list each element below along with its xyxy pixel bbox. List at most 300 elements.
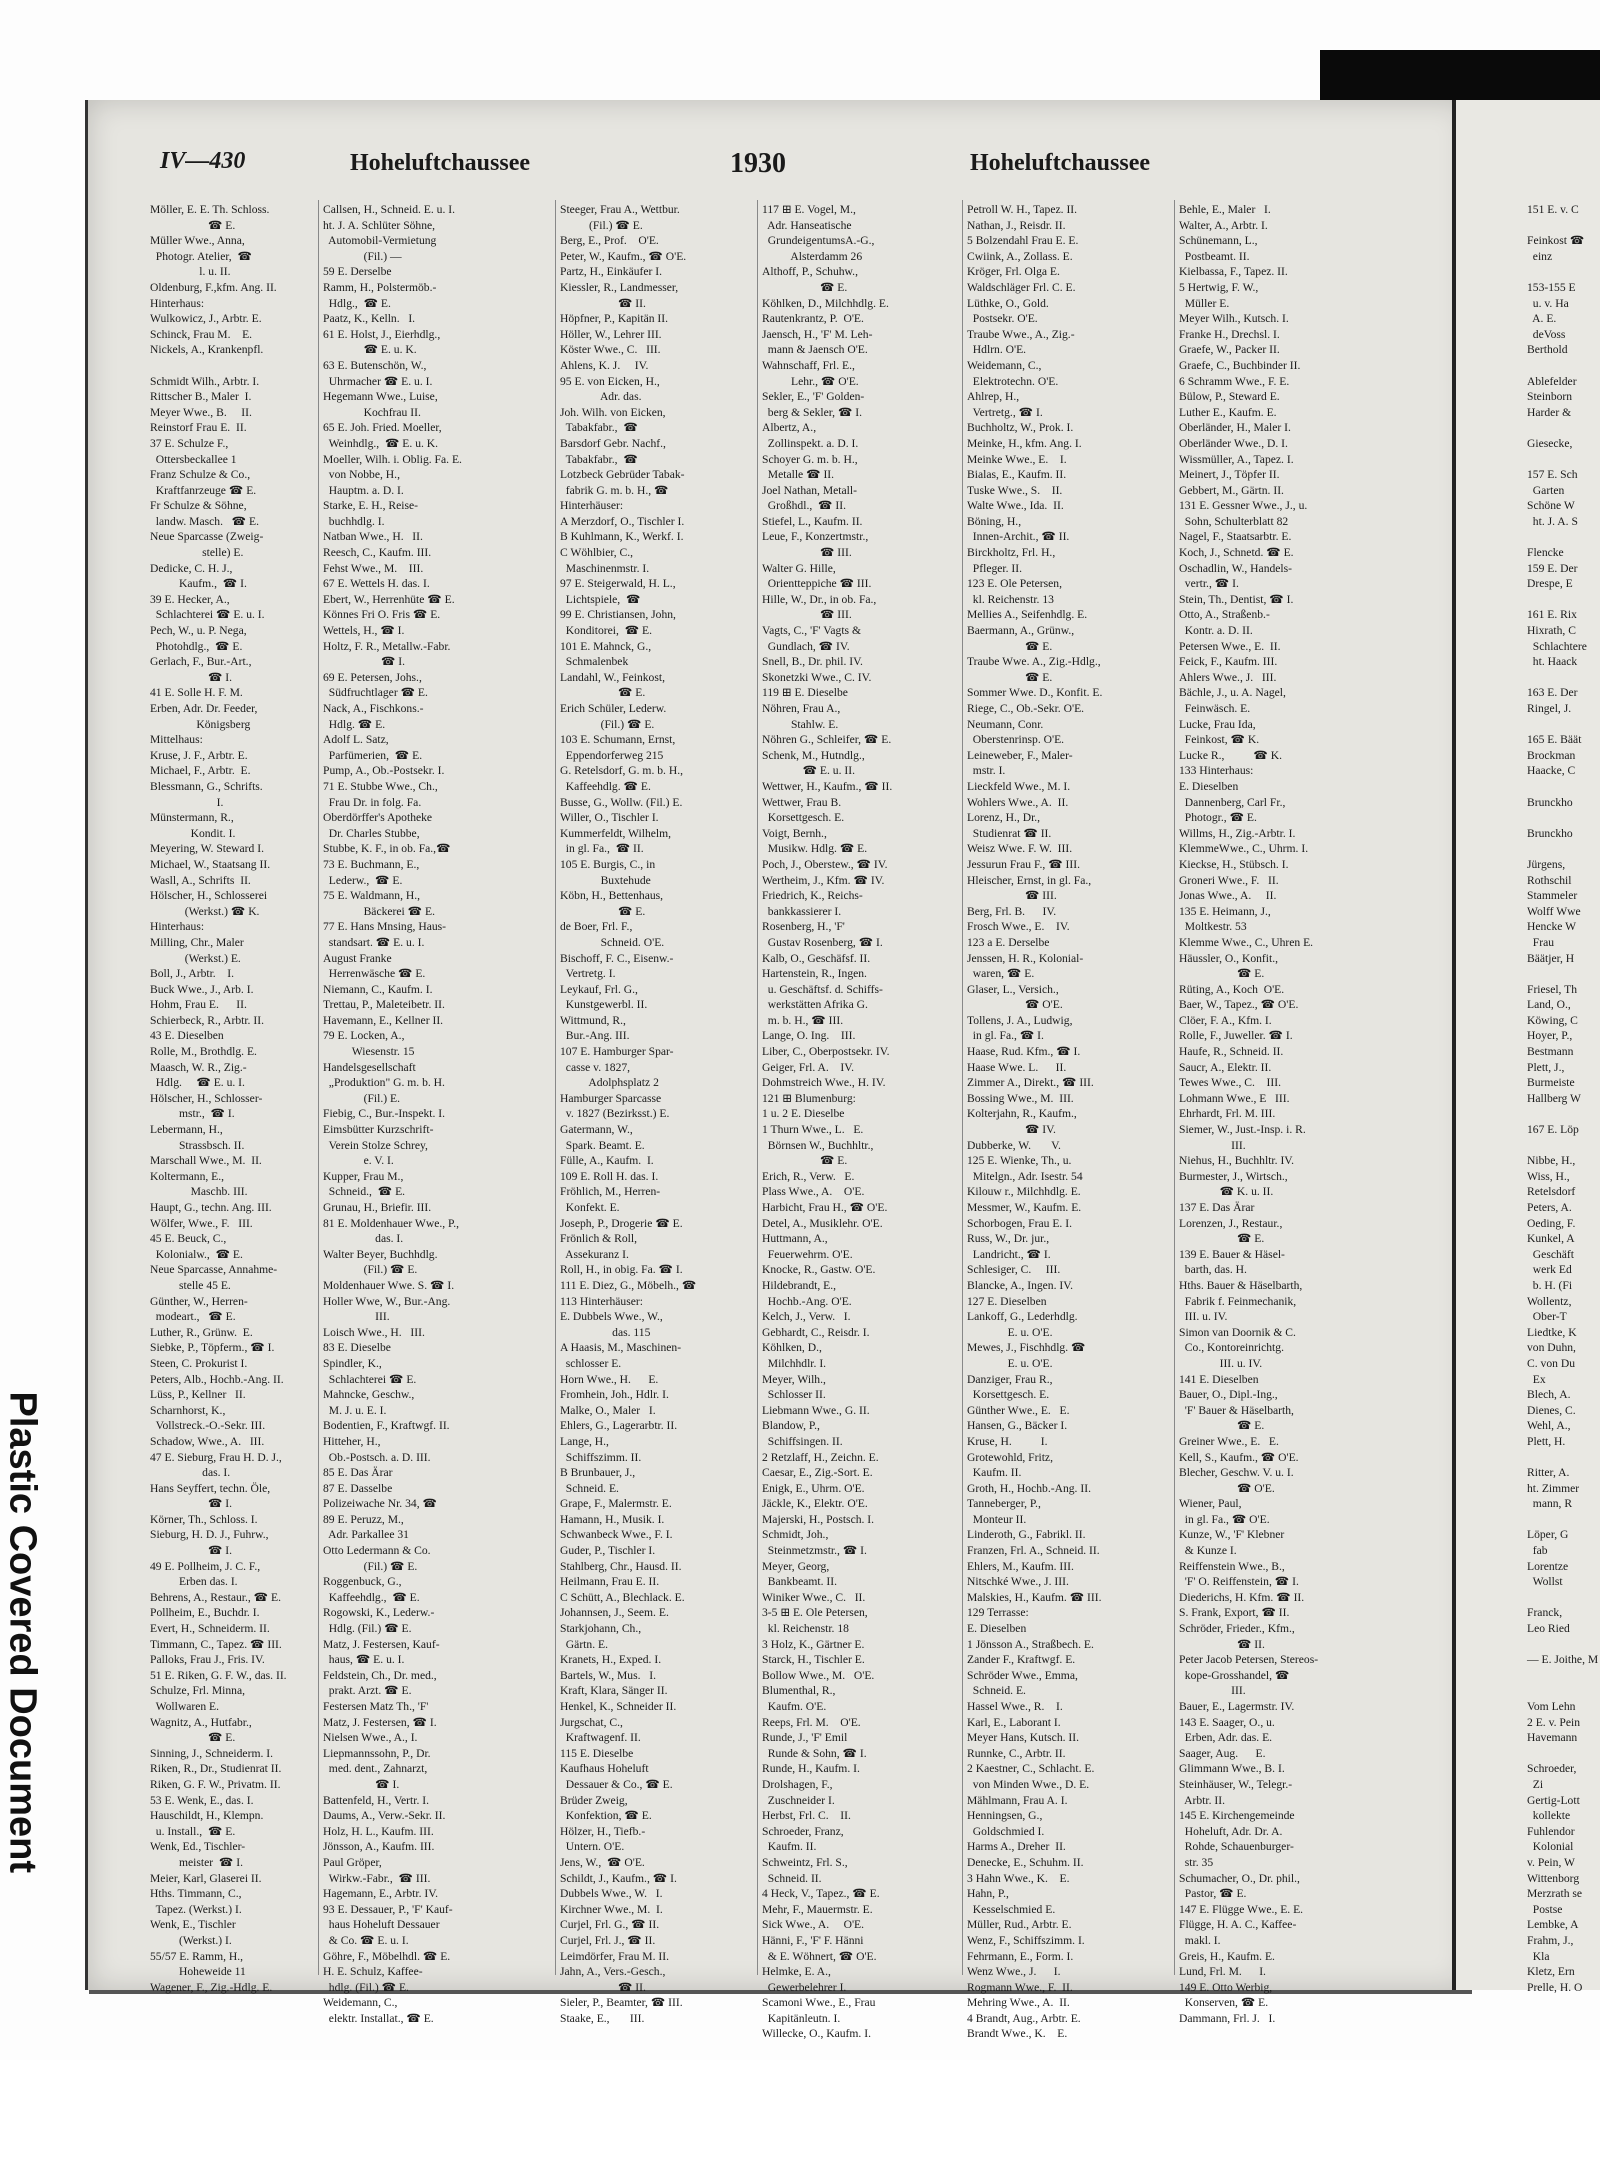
directory-entry: Henningsen, G., [967, 1809, 1043, 1823]
directory-entry: Hdlrn. O'E. [967, 343, 1027, 357]
directory-entry: hdlg. (Fil.) ☎ E. [323, 1980, 409, 1994]
directory-entry: Handelsgesellschaft [323, 1060, 416, 1074]
directory-entry: Lotzbeck Gebrüder Tabak- [560, 468, 685, 482]
directory-entry: Müller E. [1179, 296, 1230, 310]
directory-entry: Leineweber, F., Maler- [967, 748, 1073, 762]
adjacent-page-entry: 163 E. Der [1527, 686, 1578, 700]
directory-entry: Hansen, G., Bäcker I. [967, 1419, 1068, 1433]
directory-entry: 99 E. Christiansen, John, [560, 608, 676, 622]
directory-entry: Berg, E., Prof. O'E. [560, 234, 659, 248]
directory-entry: Göhre, F., Möbelhdl. ☎ E. [323, 1949, 451, 1963]
directory-entry: Lohmann Wwe., E III. [1179, 1091, 1290, 1105]
directory-entry: Festersen Matz Th., 'F' [323, 1700, 429, 1713]
directory-entry: Wettels, H., ☎ I. [323, 624, 405, 638]
directory-entry: Snell, B., Dr. phil. IV. [762, 655, 863, 669]
directory-entry: Riege, C., Ob.-Sekr. O'E. [967, 702, 1085, 715]
directory-entry: Ehlers, M., Kaufm. III. [967, 1559, 1074, 1573]
directory-entry: Großhdl., ☎ II. [762, 499, 846, 513]
directory-entry: Tabakfabr., ☎ [560, 452, 638, 466]
directory-entry: Hamann, H., Musik. I. [560, 1512, 665, 1526]
adjacent-page-entry: Plett, J., [1527, 1060, 1565, 1074]
directory-entry: Wertheim, J., Kfm. ☎ IV. [762, 873, 885, 887]
directory-entry: Milling, Chr., Maler [150, 935, 244, 949]
adjacent-page-entry: Lorentze [1527, 1559, 1569, 1573]
directory-entry: 141 E. Dieselben [1179, 1372, 1259, 1386]
adjacent-page-entry [1527, 1512, 1598, 1528]
directory-entry: Hdlg. ☎ E. [323, 717, 386, 731]
directory-entry: Hinterhaus: [150, 920, 205, 934]
directory-entry: Joel Nathan, Metall- [762, 483, 857, 497]
directory-entry: 97 E. Steigerwald, H. L., [560, 577, 676, 591]
directory-entry: werkstätten Afrika G. [762, 998, 868, 1012]
adjacent-page-entry: Brunckho [1527, 826, 1573, 840]
directory-entry: Schoyer G. m. b. H., [762, 452, 858, 466]
directory-entry: Schneid. E. [967, 1684, 1026, 1698]
directory-entry: Erich Schüler, Lederw. [560, 702, 667, 715]
adjacent-page-entry: fab [1527, 1544, 1548, 1558]
directory-entry: Schenk, M., Hutndlg., [762, 748, 865, 762]
directory-entry: (Fil.) — [323, 249, 402, 263]
directory-entry: 83 E. Dieselbe [323, 1341, 391, 1355]
directory-entry: 129 Terrasse: [967, 1606, 1029, 1620]
directory-entry: Buxtehude [560, 873, 651, 887]
directory-entry: 47 E. Sieburg, Frau H. D. J., [150, 1450, 282, 1464]
directory-entry: 149 E. Otto Werbig, [1179, 1980, 1273, 1994]
directory-entry: B Kuhlmann, K., Werkf. I. [560, 530, 684, 544]
directory-entry: Nitschké Wwe., J. III. [967, 1575, 1069, 1589]
adjacent-page-entry: Burmeiste [1527, 1076, 1575, 1090]
directory-entry: Pollheim, E., Buchdr. I. [150, 1606, 260, 1620]
directory-entry: Blancke, A., Ingen. IV. [967, 1278, 1074, 1292]
directory-entry: (Fil.) ☎ E. [560, 218, 643, 232]
directory-entry: Lorenz, H., Dr., [967, 811, 1041, 825]
directory-entry: 89 E. Peruzz, M., [323, 1512, 404, 1526]
directory-entry: Daums, A., Verw.-Sekr. II. [323, 1809, 446, 1823]
adjacent-page-entry: ht. Zimmer [1527, 1481, 1580, 1495]
directory-entry: Gundlach, ☎ IV. [762, 639, 850, 653]
directory-entry: 95 E. von Eicken, H., [560, 374, 660, 388]
directory-entry: Ehlers, G., Lagerarbtr. II. [560, 1419, 678, 1433]
adjacent-page-entry: Oeding, F. [1527, 1216, 1576, 1230]
directory-entry: Müller, Rud., Arbtr. E. [967, 1918, 1072, 1932]
directory-entry: ☎ I. [323, 1777, 400, 1791]
directory-entry: stelle 45 E. [150, 1278, 231, 1292]
directory-entry: standsart. ☎ E. u. I. [323, 935, 425, 949]
directory-entry: Bodentien, F., Kraftwgf. II. [323, 1419, 450, 1433]
directory-entry: Hildebrandt, E., [762, 1278, 837, 1292]
directory-entry: Luther E., Kaufm. E. [1179, 405, 1277, 419]
directory-entry: Blecher, Geschw. V. u. I. [1179, 1466, 1294, 1480]
directory-entry: Dedicke, C. H. J., [150, 561, 233, 575]
directory-entry: E. u. O'E. [967, 1356, 1053, 1370]
directory-entry: mstr. I. [967, 764, 1006, 778]
directory-entry: Linderoth, G., Fabrikl. II. [967, 1528, 1086, 1542]
directory-entry: Schweintz, Frl. S., [762, 1855, 848, 1869]
directory-entry: Stahlberg, Chr., Hausd. II. [560, 1559, 682, 1573]
adjacent-page-entry [1527, 717, 1598, 733]
adjacent-page-entry: Wittenborg [1527, 1871, 1580, 1885]
directory-entry: Pastor, ☎ E. [1179, 1887, 1247, 1901]
directory-entry: Weidemann, C., [967, 358, 1042, 372]
directory-entry: Poch, J., Oberstew., ☎ IV. [762, 857, 888, 871]
directory-entry: ☎ I. [323, 655, 406, 669]
directory-entry: waren, ☎ E. [967, 967, 1035, 981]
directory-entry: Kirchner Wwe., M. I. [560, 1902, 663, 1916]
directory-entry: Jaensch, H., 'F' M. Leh- [762, 327, 873, 341]
directory-entry: 39 E. Hecker, A., [150, 592, 230, 606]
directory-entry: Adolphsplatz 2 [560, 1076, 659, 1090]
directory-entry: elektr. Installat., ☎ E. [323, 2011, 434, 2025]
directory-entry: Ebert, W., Herrenhüte ☎ E. [323, 592, 455, 606]
directory-entry: u. Install., ☎ E. [150, 1824, 236, 1838]
directory-entry: 3 Holz, K., Gärtner E. [762, 1637, 865, 1651]
directory-entry: Siebke, P., Töpferm., ☎ I. [150, 1341, 275, 1355]
directory-entry: 101 E. Mahnck, G., [560, 639, 652, 653]
directory-entry: Tewes Wwe., C. III. [1179, 1076, 1281, 1090]
directory-entry: Feick, F., Kaufm. III. [1179, 655, 1278, 669]
directory-entry: Spindler, K., [323, 1356, 382, 1370]
directory-entry: Busse, G., Wollw. (Fil.) E. [560, 795, 683, 809]
directory-entry: Majerski, H., Postsch. I. [762, 1512, 875, 1526]
directory-entry: Kaufm., ☎ I. [150, 577, 247, 591]
directory-entry: Kaufm. II. [762, 1840, 817, 1854]
page-number: IV—430 [160, 148, 246, 174]
directory-entry: berg & Sekler, ☎ I. [762, 405, 863, 419]
directory-entry: Caesar, E., Zig.-Sort. E. [762, 1466, 873, 1480]
adjacent-page-entry: mann, R [1527, 1497, 1573, 1511]
adjacent-page-entry: Vom Lehn [1527, 1700, 1576, 1713]
directory-entry: Brüder Zweig, [560, 1793, 628, 1807]
directory-entry: Henkel, K., Schneider II. [560, 1700, 677, 1713]
directory-entry: 1 u. 2 E. Dieselbe [762, 1107, 845, 1121]
directory-entry: Knocke, R., Gastw. O'E. [762, 1263, 876, 1277]
adjacent-page-entry: Bestmann [1527, 1045, 1574, 1059]
directory-entry: Holtz, F. R., Metallw.-Fabr. [323, 639, 451, 653]
directory-entry: Guder, P., Tischler I. [560, 1544, 656, 1558]
directory-column-6 [1179, 202, 1374, 2026]
directory-entry: 69 E. Petersen, Johs., [323, 670, 422, 684]
directory-entry: ☎ E. [1179, 1419, 1265, 1433]
directory-year: 1930 [730, 148, 786, 179]
directory-entry: v. 1827 (Bezirksst.) E. [560, 1107, 670, 1121]
directory-entry: Eimsbütter Kurzschrift- [323, 1123, 434, 1137]
directory-entry: Callsen, H., Schneid. E. u. I. [323, 203, 456, 216]
directory-entry: Oberländer Wwe., D. I. [1179, 436, 1288, 450]
directory-entry: Blumenthal, R., [762, 1684, 836, 1698]
directory-entry: Palloks, Frau J., Fris. IV. [150, 1653, 265, 1667]
directory-entry: Adr. Parkallee 31 [323, 1528, 409, 1542]
directory-entry: Meyer Wilh., Kutsch. I. [1179, 312, 1289, 326]
directory-entry: Niemann, C., Kaufm. I. [323, 982, 433, 996]
directory-entry: haus, ☎ E. u. I. [323, 1653, 405, 1667]
directory-entry: Willecke, O., Kaufm. I. [762, 2027, 871, 2041]
directory-entry: Kaffeehdlg. ☎ E. [560, 779, 651, 793]
directory-entry: Bialas, E., Kaufm. II. [967, 468, 1067, 482]
directory-entry: Steinmetzmstr., ☎ I. [762, 1544, 867, 1558]
directory-entry: Zimmer A., Direkt., ☎ III. [967, 1076, 1094, 1090]
directory-entry: Liebmann Wwe., G. II. [762, 1403, 870, 1417]
directory-entry: Feinkost, ☎ K. [1179, 733, 1260, 747]
directory-entry: Mittelhaus: [150, 733, 203, 747]
directory-entry: Meyering, W. Steward I. [150, 842, 264, 856]
directory-entry: Steen, C. Prokurist I. [150, 1356, 248, 1370]
directory-entry: ☎ E. [150, 218, 236, 232]
directory-entry: Studienrat ☎ II. [967, 826, 1052, 840]
directory-entry: Hoheluft, Adr. Dr. A. [1179, 1824, 1283, 1838]
directory-entry: Hochb.-Ang. O'E. [762, 1294, 852, 1308]
directory-entry: str. 35 [1179, 1855, 1214, 1869]
directory-entry: Kapitänleutn. I. [762, 2011, 841, 2025]
directory-entry: Flügge, H. A. C., Kaffee- [1179, 1918, 1297, 1932]
adjacent-page-entry [1527, 358, 1598, 374]
directory-entry: Liber, C., Oberpostsekr. IV. [762, 1045, 890, 1059]
directory-entry: Kesselschmied E. [967, 1902, 1056, 1916]
directory-entry: Kummerfeldt, Wilhelm, [560, 826, 672, 840]
directory-entry: (Fil.) ☎ E. [560, 717, 655, 731]
directory-entry: 119 ⊞ E. Dieselbe [762, 686, 848, 700]
directory-entry: Ramm, H., Polstermöb.- [323, 280, 437, 294]
directory-entry: 85 E. Das Ärar [323, 1466, 393, 1480]
directory-entry: (Werkst.) ☎ K. [150, 904, 260, 918]
directory-entry: 117 ⊞ E. Vogel, M., [762, 203, 856, 216]
directory-entry: Münstermann, R., [150, 811, 234, 825]
directory-entry: Franke H., Drechsl. I. [1179, 327, 1280, 341]
directory-entry: Strassbsch. II. [150, 1138, 245, 1152]
directory-entry: Kupper, Frau M., [323, 1169, 404, 1183]
directory-entry: Glaser, L., Versich., [967, 982, 1059, 996]
directory-entry: Körner, Th., Schloss. I. [150, 1512, 258, 1526]
adjacent-page-entry: Frau [1527, 935, 1555, 949]
directory-entry: Wiesenstr. 15 [323, 1045, 415, 1059]
directory-entry: Gebbert, M., Gärtn. II. [1179, 483, 1284, 497]
directory-entry: Rolle, M., Brothdlg. E. [150, 1045, 257, 1059]
directory-entry: Ob.-Postsch. a. D. III. [323, 1450, 431, 1464]
directory-entry: ☎ O'E. [1179, 1481, 1275, 1495]
directory-entry: ☎ E. [967, 639, 1053, 653]
directory-entry: Hamburger Sparcasse [560, 1091, 662, 1105]
directory-entry: Waldschläger Frl. C. E. [967, 280, 1076, 294]
directory-entry: Möller, E. E. Th. Schloss. [150, 203, 270, 216]
directory-entry: Wenz Wwe., J. I. [967, 1965, 1061, 1979]
adjacent-page-entry: v. Pein, W [1527, 1855, 1575, 1869]
directory-entry: Kiessler, R., Landmesser, [560, 280, 679, 294]
directory-entry: Jessurun Frau F., ☎ III. [967, 857, 1081, 871]
directory-entry: Runde, H., Kaufm. I. [762, 1762, 860, 1776]
adjacent-page-entry [1527, 1683, 1598, 1699]
adjacent-page-entry [1527, 452, 1598, 468]
directory-entry: Korsettgesch. E. [967, 1388, 1050, 1402]
directory-entry: Kolonialw., ☎ E. [150, 1247, 243, 1261]
directory-entry: Dohmstreich Wwe., H. IV. [762, 1076, 886, 1090]
directory-entry: H. E. Schulz, Kaffee- [323, 1965, 423, 1979]
directory-entry: 73 E. Buchmann, E., [323, 857, 420, 871]
directory-entry: 3-5 ⊞ E. Ole Petersen, [762, 1606, 868, 1620]
directory-entry: Luther, R., Grünw. E. [150, 1325, 253, 1339]
directory-entry: 1 Jönsson A., Straßbech. E. [967, 1637, 1094, 1651]
adjacent-page-entry: Nibbe, H., [1527, 1154, 1576, 1168]
directory-entry: 113 Hinterhäuser: [560, 1294, 643, 1308]
adjacent-page-entry: Giesecke, [1527, 436, 1573, 450]
directory-entry: Fiebig, C., Bur.-Inspekt. I. [323, 1107, 446, 1121]
adjacent-page-entry: Schlachtere [1527, 639, 1587, 653]
directory-entry: Leykauf, Frl. G., [560, 982, 638, 996]
directory-entry: Helmke, E. A., [762, 1965, 831, 1979]
adjacent-page-entry [1527, 1450, 1598, 1466]
directory-entry: 61 E. Holst, J., Eierhdlg., [323, 327, 441, 341]
directory-entry: (Werkst.) I. [150, 1933, 232, 1947]
directory-entry: Lieckfeld Wwe., M. I. [967, 779, 1071, 793]
directory-entry: E. Dubbels Wwe., W., [560, 1310, 663, 1324]
directory-entry: Hdlg. (Fil.) ☎ E. [323, 1622, 412, 1636]
directory-entry: fabrik G. m. b. H., ☎ [560, 483, 669, 497]
directory-entry: Friedrich, K., Reichs- [762, 889, 863, 903]
adjacent-page-entry: Blech, A. [1527, 1388, 1571, 1402]
directory-entry: ☎ I. [150, 1544, 233, 1558]
directory-entry: Kochfrau II. [323, 405, 421, 419]
directory-entry: Nielsen Wwe., A., I. [323, 1731, 418, 1745]
adjacent-page-entry [1527, 670, 1598, 686]
directory-entry: Evert, H., Schneiderm. II. [150, 1622, 270, 1636]
directory-entry: Gewerbelehrer I. [762, 1980, 847, 1994]
adjacent-page-entry: 2 E. v. Pein [1527, 1715, 1581, 1729]
directory-entry: Kruse, H. I. [967, 1434, 1048, 1448]
directory-entry: Photogr. Atelier, ☎ [150, 249, 252, 263]
directory-entry: Schneid. II. [762, 1871, 822, 1885]
directory-entry: 71 E. Stubbe Wwe., Ch., [323, 779, 438, 793]
directory-entry: Moltkestr. 53 [1179, 920, 1247, 934]
directory-entry: I. [150, 795, 224, 809]
street-title-right: Hoheluftchaussee [970, 150, 1150, 176]
directory-entry: Untern. O'E. [560, 1840, 625, 1854]
adjacent-page-entry: 167 E. Löp [1527, 1123, 1579, 1137]
directory-entry: Hölscher, H., Schlosserei [150, 889, 268, 903]
directory-entry: Konfekt. E. [560, 1201, 620, 1214]
directory-entry: stelle) E. [150, 546, 244, 560]
directory-entry: m. b. H., ☎ III. [762, 1013, 844, 1027]
directory-entry: Kranets, H., Exped. I. [560, 1653, 662, 1667]
directory-entry: Blessmann, G., Schrifts. [150, 779, 263, 793]
directory-entry: 53 E. Wenk, E., das. I. [150, 1793, 254, 1807]
directory-entry: Rohde, Schauenburger- [1179, 1840, 1294, 1854]
directory-entry: Baer, W., Tapez., ☎ O'E. [1179, 998, 1299, 1012]
directory-entry: Feldstein, Ch., Dr. med., [323, 1668, 437, 1682]
directory-entry: Sieburg, H. D. J., Fuhrw., [150, 1528, 269, 1542]
adjacent-page-entry: Berthold [1527, 343, 1568, 357]
directory-entry: vertr., ☎ I. [1179, 577, 1239, 591]
directory-entry: Schmidt Wilh., Arbtr. I. [150, 374, 260, 388]
adjacent-page-entry: Harder & [1527, 405, 1572, 419]
adjacent-page-entry: Friesel, Th [1527, 982, 1578, 996]
directory-entry: Baermann, A., Grünw., [967, 624, 1075, 638]
directory-entry: Johannsen, J., Seem. E. [560, 1606, 669, 1620]
directory-entry: Vagts, C., 'F' Vagts & [762, 624, 861, 638]
adjacent-page-entry [1527, 810, 1598, 826]
directory-entry: Photohdlg., ☎ E. [150, 639, 243, 653]
directory-entry: Pfleger. II. [967, 561, 1023, 575]
directory-entry: Ottersbeckallee 1 [150, 452, 237, 466]
directory-entry: Koltermann, E., [150, 1169, 225, 1183]
directory-entry: Hoheweide 11 [150, 1965, 246, 1979]
directory-entry: casse v. 1827, [560, 1060, 631, 1074]
directory-entry: Mellies A., Seifenhdlg. E. [967, 608, 1088, 622]
directory-entry: Lehr., ☎ O'E. [762, 374, 859, 388]
directory-entry: Wettwer, H., Kaufm., ☎ II. [762, 779, 893, 793]
directory-entry: E. u. O'E. [967, 1325, 1053, 1339]
directory-entry: Co., Kontoreinrichtg. [1179, 1341, 1284, 1355]
adjacent-page-entry: Merzrath se [1527, 1887, 1583, 1901]
directory-entry: Schiffsingen. II. [762, 1434, 843, 1448]
directory-entry: Mahncke, Geschw., [323, 1388, 415, 1402]
directory-entry: Höpfner, P., Kapitän II. [560, 312, 669, 326]
directory-entry: ☎ E. [1179, 967, 1265, 981]
directory-entry: Erben, Adr. das. E. [1179, 1731, 1273, 1745]
directory-entry: Schneid., ☎ E. [323, 1185, 406, 1199]
directory-entry: 143 E. Saager, O., u. [1179, 1715, 1275, 1729]
adjacent-page-entry: 157 E. Sch [1527, 468, 1578, 482]
adjacent-page-entry: Hoyer, P., [1527, 1029, 1573, 1043]
directory-entry: Schlesiger, C. III. [967, 1263, 1061, 1277]
directory-entry: Innen-Archit., ☎ II. [967, 530, 1070, 544]
directory-entry: Lucke, Frau Ida, [1179, 717, 1256, 731]
directory-entry: Curjel, Frl. J., ☎ II. [560, 1933, 656, 1947]
directory-entry: Wagnitz, A., Hutfabr., [150, 1715, 252, 1729]
directory-entry: A Merzdorf, O., Tischler I. [560, 514, 685, 528]
directory-entry: Bauer, O., Dipl.-Ing., [1179, 1388, 1278, 1402]
directory-entry: Scharnhorst, K., [150, 1403, 226, 1417]
adjacent-page-entry: Stammeler [1527, 889, 1578, 903]
directory-entry: Hitteher, H., [323, 1434, 381, 1448]
directory-entry [150, 358, 318, 374]
directory-entry: Bischoff, F. C., Eisenw.- [560, 951, 674, 965]
adjacent-page-entry: Haacke, C [1527, 764, 1576, 778]
directory-entry: in gl. Fa., ☎ O'E. [1179, 1512, 1270, 1526]
adjacent-page-entry: Kletz, Ern [1527, 1965, 1575, 1979]
column-rule [757, 200, 758, 1975]
directory-entry: Buchholtz, W., Prok. I. [967, 421, 1074, 435]
directory-entry: Willms, H., Zig.-Arbtr. I. [1179, 826, 1296, 840]
directory-entry: Lebermann, H., [150, 1123, 223, 1137]
adjacent-page-entry: Schroeder, [1527, 1762, 1577, 1776]
directory-entry: Otto Ledermann & Co. [323, 1544, 431, 1558]
directory-column-4 [762, 202, 960, 2042]
adjacent-page-entry: 165 E. Bäät [1527, 733, 1582, 747]
adjacent-page-entry [1527, 1590, 1598, 1606]
directory-entry: Voigt, Bernh., [762, 826, 827, 840]
directory-entry: Tanneberger, P., [967, 1497, 1041, 1511]
directory-entry: ☎ E. u. K. [323, 343, 417, 357]
directory-entry: Bäckerei ☎ E. [323, 904, 435, 918]
directory-entry: Schorbogen, Frau E. I. [967, 1216, 1072, 1230]
directory-entry: Landahl, W., Feinkost, [560, 670, 665, 684]
directory-entry: ☎ E. [560, 904, 646, 918]
directory-column-2 [323, 202, 553, 2026]
directory-entry: Schmalenbek [560, 655, 629, 669]
directory-entry: Uhrmacher ☎ E. u. I. [323, 374, 433, 388]
directory-entry: Walter, A., Arbtr. I. [1179, 218, 1268, 232]
directory-entry: buchhdlg. I. [323, 514, 385, 528]
adjacent-page-entry: Leo Ried [1527, 1622, 1570, 1636]
directory-entry: Grunau, H., Briefir. III. [323, 1201, 432, 1214]
adjacent-page-entry: Hallberg W [1527, 1091, 1581, 1105]
directory-entry: Lankoff, G., Lederhdlg. [967, 1310, 1078, 1324]
directory-entry: das. I. [323, 1232, 404, 1246]
directory-entry: Haase, Rud. Kfm., ☎ I. [967, 1045, 1081, 1059]
directory-entry: Heilmann, Frau E. II. [560, 1575, 660, 1589]
directory-entry: Behle, E., Maler I. [1179, 203, 1271, 216]
directory-entry: Günther Wwe., E. E. [967, 1403, 1070, 1417]
directory-entry: Dr. Charles Stubbe, [323, 826, 420, 840]
directory-entry: 43 E. Dieselben [150, 1029, 224, 1043]
